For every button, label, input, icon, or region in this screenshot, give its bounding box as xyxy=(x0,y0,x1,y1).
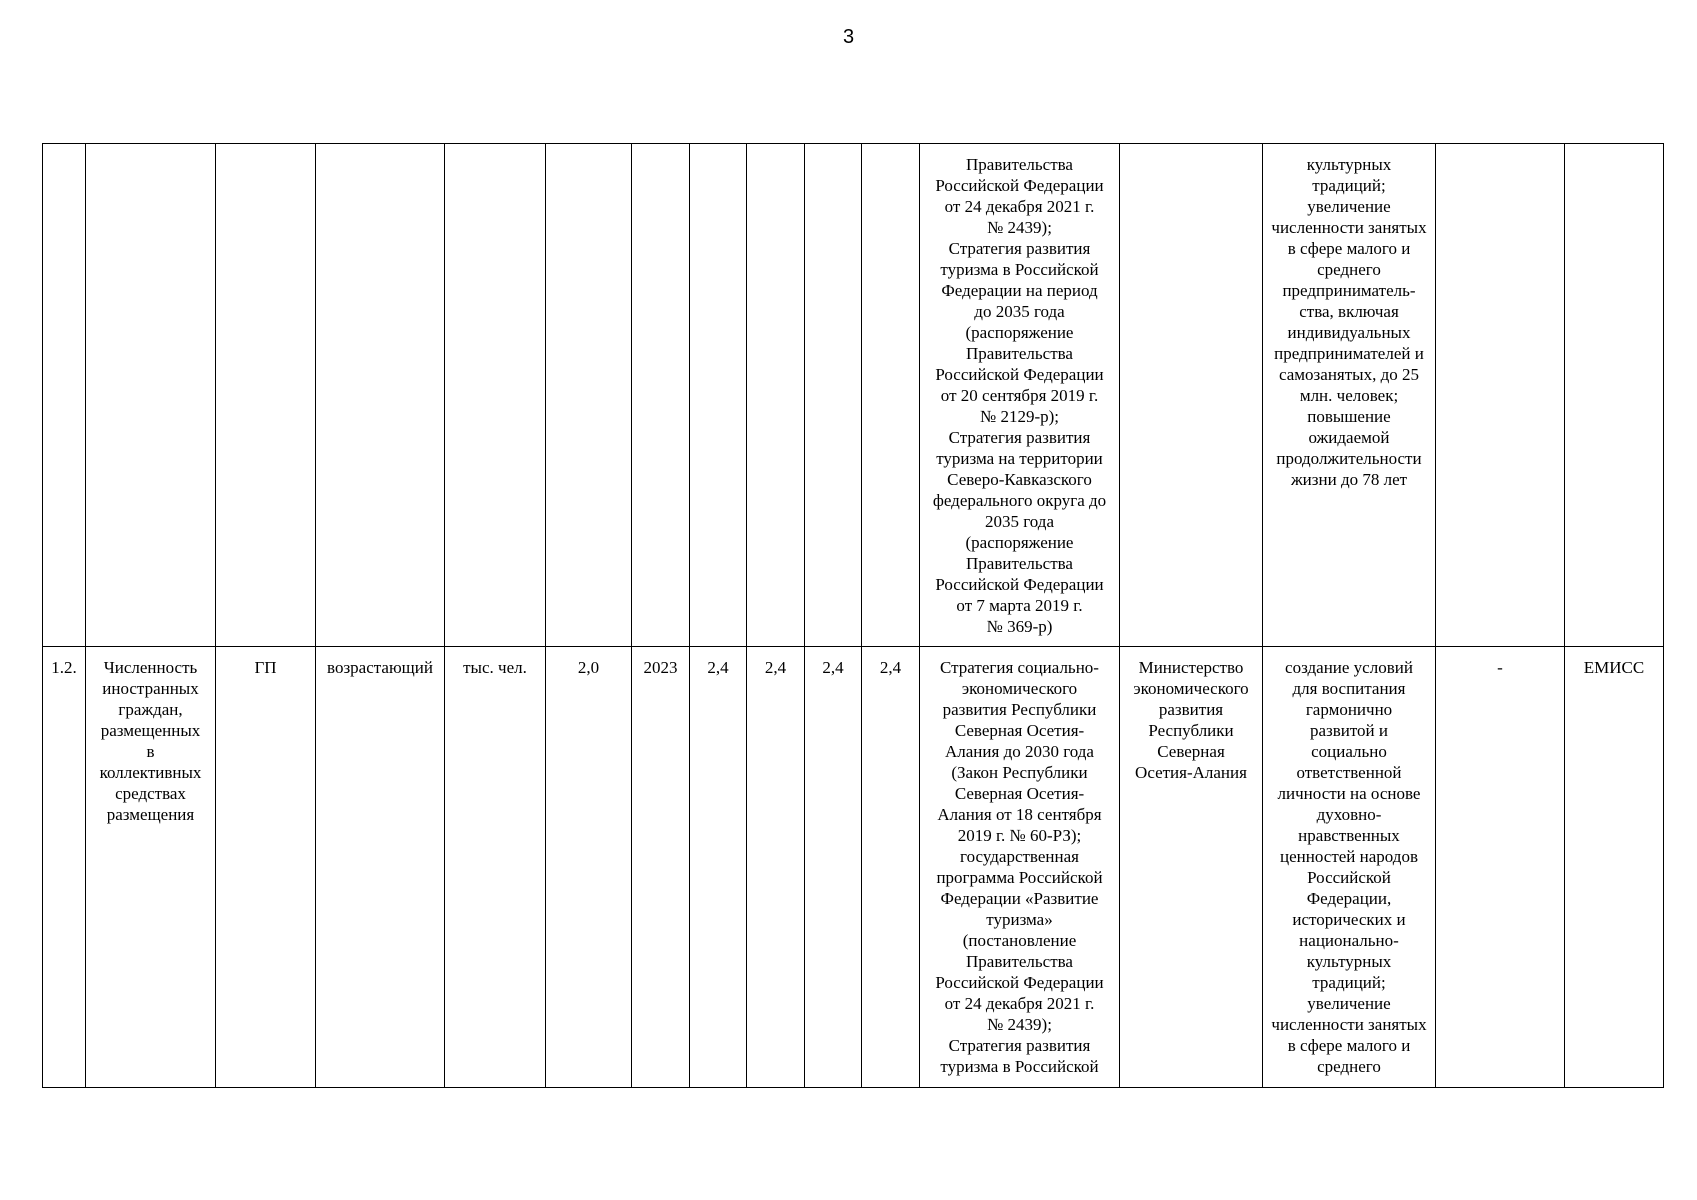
cell-unit xyxy=(445,144,546,647)
cell-responsible: Министерство экономического развития Республики Северная Осетия-Алания xyxy=(1120,647,1263,1088)
cell-trend: возрастающий xyxy=(316,647,445,1088)
cell-documents: Стратегия социально- экономического развития Республики Северная Осетия- Алания до 2030 года (Закон Республики Северная Осетия- Алания от 18 сентября 2019 г. № 60-РЗ); государственная программа Российской Федерации «Развитие туризма» (постановление Правительства Российской Федерации от 24 декабря 2021 г. № 2439); Стратегия развития туризма в Российской xyxy=(920,647,1120,1088)
cell-value-1: 2,4 xyxy=(690,647,747,1088)
cell-num: 1.2. xyxy=(43,647,86,1088)
cell-level: ГП xyxy=(216,647,316,1088)
cell-value-1 xyxy=(690,144,747,647)
cell-value-2 xyxy=(747,144,805,647)
cell-goals: создание условий для воспитания гармонично развитой и социально ответственной личности на основе духовно- нравственных ценностей народов Российской Федерации, исторических и национально- культурных традиций; увеличение численности занятых в сфере малого и среднего xyxy=(1263,647,1436,1088)
cell-num xyxy=(43,144,86,647)
cell-trend xyxy=(316,144,445,647)
cell-unit: тыс. чел. xyxy=(445,647,546,1088)
cell-value-3: 2,4 xyxy=(805,647,862,1088)
cell-value-4 xyxy=(862,144,920,647)
cell-related xyxy=(1436,144,1565,647)
cell-value-3 xyxy=(805,144,862,647)
cell-documents: Правительства Российской Федерации от 24 декабря 2021 г. № 2439); Стратегия развития туризма в Российской Федерации на период до 2035 года (распоряжение Правительства Российской Федерации от 20 сентября 2019 г. № 2129-р); Стратегия развития туризма на территории Северо-Кавказского федерального округа до 2035 года (распоряжение Правительства Российской Федерации от 7 марта 2019 г. № 369-р) xyxy=(920,144,1120,647)
cell-indicator xyxy=(86,144,216,647)
page-number: 3 xyxy=(842,26,855,48)
cell-level xyxy=(216,144,316,647)
cell-base-year xyxy=(632,144,690,647)
cell-base-value xyxy=(546,144,632,647)
indicators-table xyxy=(42,143,1664,1088)
cell-related: - xyxy=(1436,647,1565,1088)
cell-info-system xyxy=(1565,144,1664,647)
cell-info-system: ЕМИСС xyxy=(1565,647,1664,1088)
cell-goals: культурных традиций; увеличение численности занятых в сфере малого и среднего предприниматель- ства, включая индивидуальных предпринимателей и самозанятых, до 25 млн. человек; повышение ожидаемой продолжительности жизни до 78 лет xyxy=(1263,144,1436,647)
table-row xyxy=(43,647,1664,1088)
cell-value-4: 2,4 xyxy=(862,647,920,1088)
cell-base-value: 2,0 xyxy=(546,647,632,1088)
cell-value-2: 2,4 xyxy=(747,647,805,1088)
cell-responsible xyxy=(1120,144,1263,647)
table-row xyxy=(43,144,1664,647)
cell-indicator: Численность иностранных граждан, размещенных в коллективных средствах размещения xyxy=(86,647,216,1088)
cell-base-year: 2023 xyxy=(632,647,690,1088)
